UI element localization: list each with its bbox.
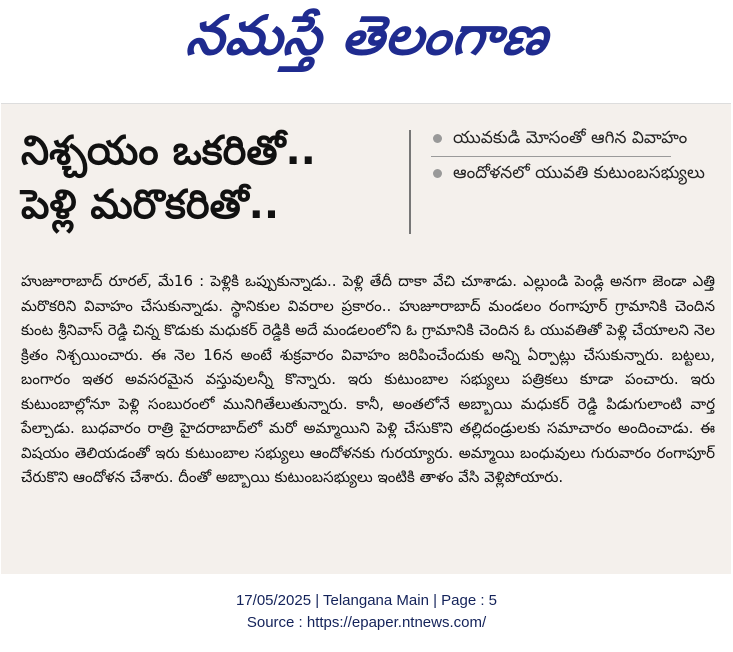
highlight-item xyxy=(429,126,719,150)
headline-line-2: పెళ్లి మరొకరితో.. xyxy=(21,182,280,228)
article-headline xyxy=(21,124,401,232)
masthead xyxy=(0,0,733,84)
article-body: హుజూరాబాద్ రూరల్, మే16 : పెళ్లికి ఒప్పుకున్నాడు.. పెళ్లి తేదీ దాకా వేచి చూశాడు. ఎల్లుండి పెండ్లి అనగా జెండా ఎత్తి మరొకరిని వివాహం చేసుకున్నాడు. స్థానికుల వివరాల ప్రకారం.. హుజూరాబాద్ మండలం రంగాపూర్ గ్రామానికి చెందిన కుంట శ్రీనివాస్ రెడ్డి చిన్న కొడుకు మధుకర్ రెడ్డికి అదే మండలంలోని ఓ గ్రామానికి చెందిన ఓ యువతితో పెళ్లి చేయాలని నెల క్రితం నిశ్చయించారు. ఈ నెల 16న అంటే శుక్రవారం వివాహం జరిపించేందుకు అన్ని ఏర్పాట్లు చేసుకున్నారు. బట్టలు, బంగారం ఇతర అవసరమైన వస్తువులన్నీ కొన్నారు. ఇరు కుటుంబాల సభ్యులు పత్రికలు కూడా పంచారు. ఇరు కుటుంబాల్లోనూ పెళ్లి సంబురంలో మునిగితేలుతున్నారు. కానీ, అంతలోనే అబ్బాయి మధుకర్ రెడ్డి పిడుగులాంటి వార్త పేల్చాడు. బుధవారం రాత్రి హైదరాబాద్‌లో మరో అమ్మాయిని పెళ్లి చేసుకొని తల్లిదండ్రులకు సమాచారం అందించాడు. ఈ విషయం తెలియడంతో ఇరు కుటుంబాల సభ్యులు ఆందోళనకు గురయ్యారు. అమ్మాయి బంధువులు గురువారం రంగాపూర్ చేరుకొని ఆందోళన చేశారు. దీంతో అబ్బాయి కుటుంబసభ్యులు ఇంటికి తాళం వేసి వెళ్లిపోయారు. xyxy=(21,272,715,486)
highlight-list xyxy=(429,126,719,185)
highlight-item xyxy=(429,161,719,185)
source-link[interactable]: Source : https://epaper.ntnews.com/ xyxy=(246,614,487,631)
bullet-dot-icon xyxy=(433,169,442,178)
newspaper-logo: నమస్తే తెలంగాణ xyxy=(183,3,552,67)
highlight-text: ఆందోళనలో యువతి కుటుంబసభ్యులు xyxy=(453,163,705,183)
highlight-separator xyxy=(431,156,671,157)
headline-line-1: నిశ్చయం ఒకరితో.. xyxy=(21,128,316,174)
article-clipping xyxy=(1,103,731,574)
highlight-text: యువకుడి మోసంతో ఆగిన వివాహం xyxy=(453,128,688,148)
headline-divider xyxy=(409,130,411,234)
edition-info: 17/05/2025 | Telangana Main | Page : 5 xyxy=(235,592,498,609)
bullet-dot-icon xyxy=(433,134,442,143)
